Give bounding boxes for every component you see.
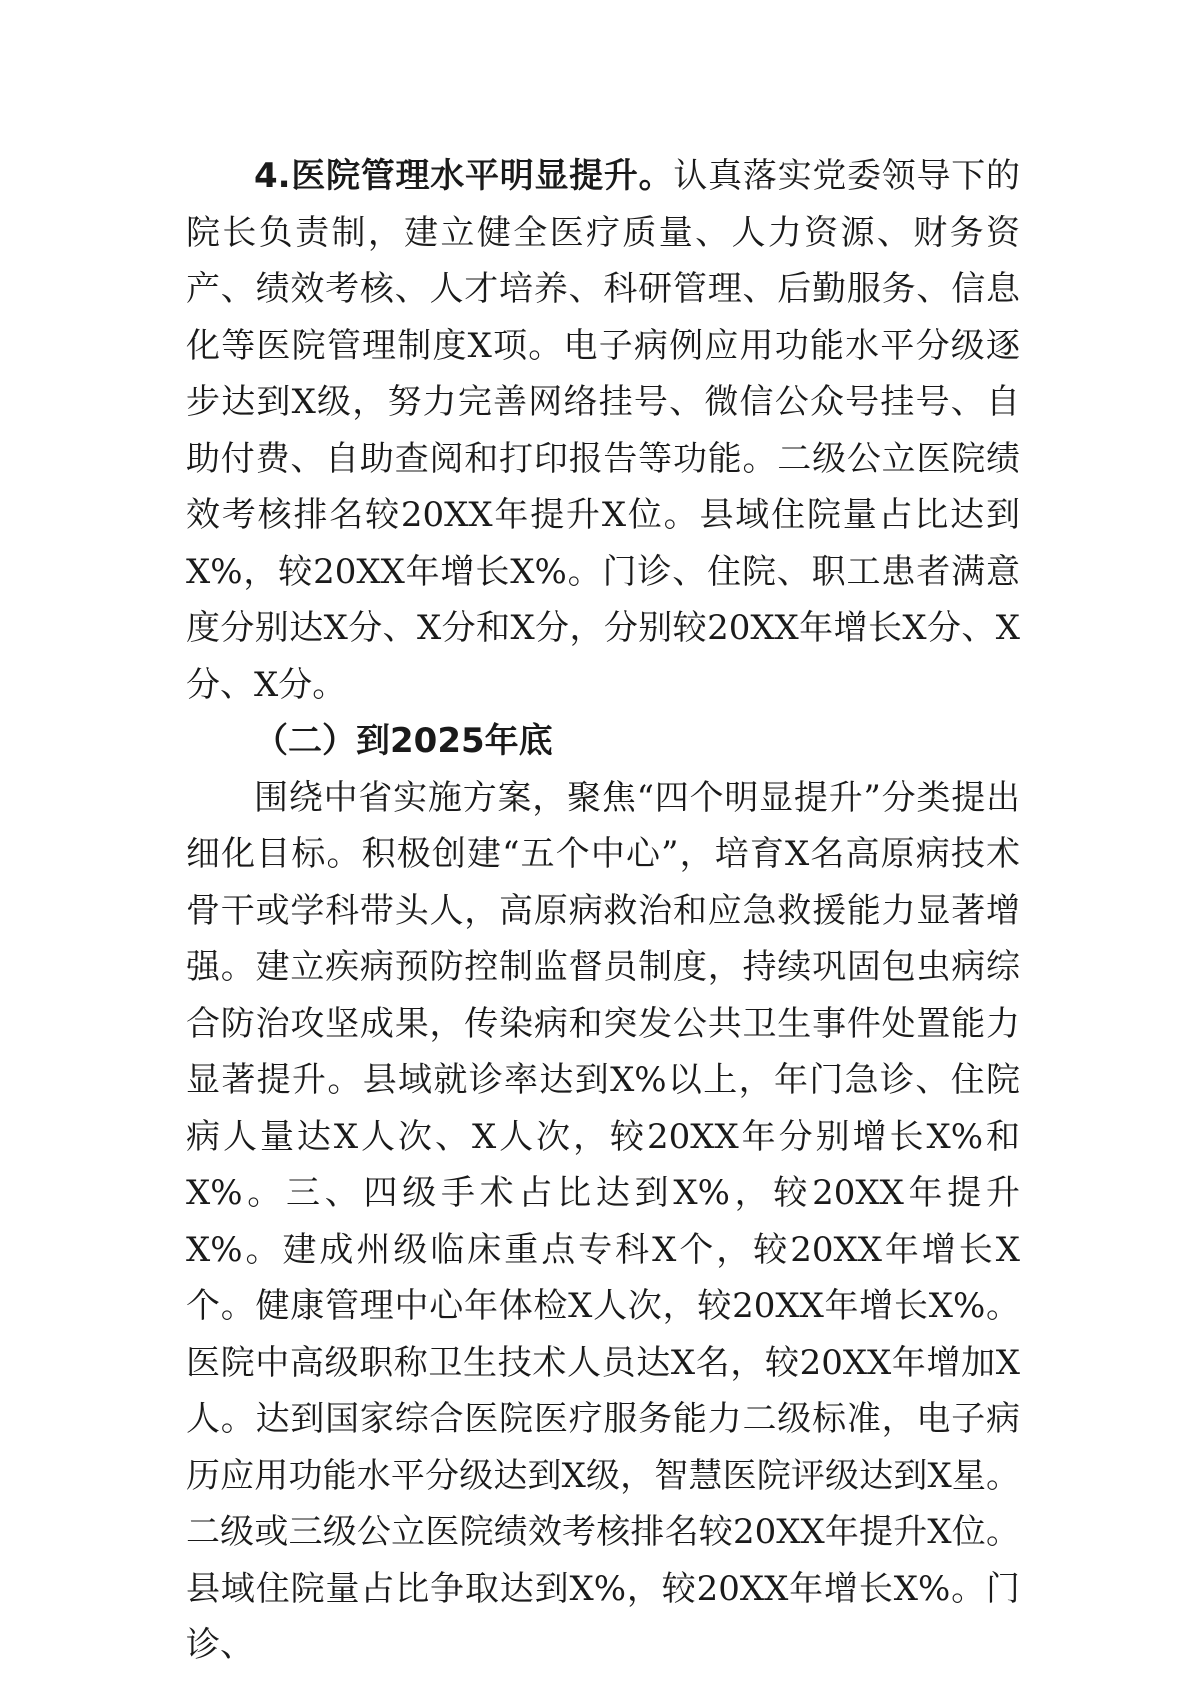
section-heading-2025: （二）到2025年底 <box>254 721 553 761</box>
paragraph-text: 认真落实党委领导下的院长负责制，建立健全医疗质量、人力资源、财务资产、绩效考核、人才培养、科研管理、后勤服务、信息化等医院管理制度X项。电子病例应用功能水平分级逐步达到X级，努力完善网络挂号、微信公众号挂号、自助付费、自助查阅和打印报告等功能。二级公立医院绩效考核排名较20XX年提升X位。县域住院量占比达到X%，较20XX年增长X%。门诊、住院、职工患者满意度分别达X分、X分和X分，分别较20XX年增长X分、X分、X分。 <box>186 156 1020 705</box>
paragraph-hospital-management <box>186 148 1020 713</box>
paragraph-2025-goals: 围绕中省实施方案，聚焦“四个明显提升”分类提出细化目标。积极创建“五个中心”，培育X名高原病技术骨干或学科带头人，高原病救治和应急救援能力显著增强。建立疾病预防控制监督员制度，持续巩固包虫病综合防治攻坚成果，传染病和突发公共卫生事件处置能力显著提升。县域就诊率达到X%以上，年门急诊、住院病人量达X人次、X人次，较20XX年分别增长X%和X%。三、四级手术占比达到X%，较20XX年提升X%。建成州级临床重点专科X个，较20XX年增长X个。健康管理中心年体检X人次，较20XX年增长X%。医院中高级职称卫生技术人员达X名，较20XX年增加X人。达到国家综合医院医疗服务能力二级标准，电子病历应用功能水平分级达到X级，智慧医院评级达到X星。二级或三级公立医院绩效考核排名较20XX年提升X位。县域住院量占比争取达到X%，较20XX年增长X%。门诊、 <box>186 777 1020 1665</box>
document-body <box>186 148 1020 1674</box>
paragraph-lead-heading: 4.医院管理水平明显提升。 <box>254 156 674 196</box>
